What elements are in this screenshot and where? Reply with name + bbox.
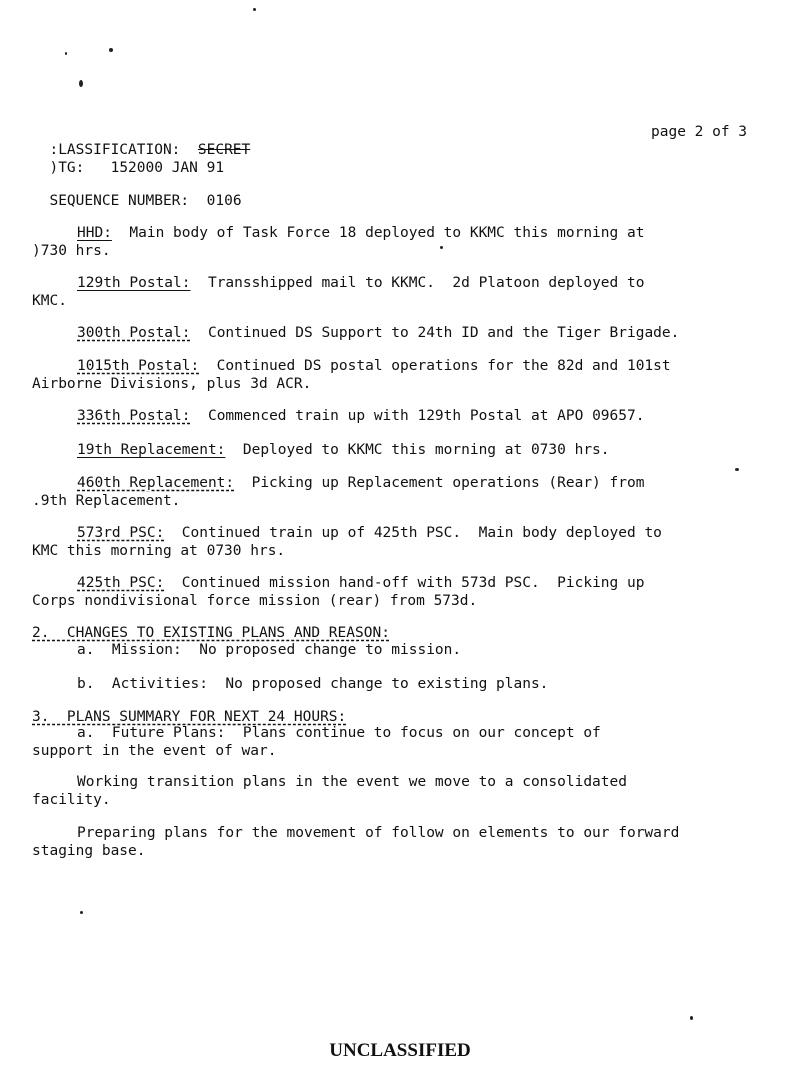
unit-label: 300th Postal: <box>77 325 191 341</box>
page-number: page 2 of 3 <box>651 124 748 140</box>
para-460th-cont: .9th Replacement. <box>32 493 181 509</box>
para-129th-cont: KMC. <box>32 293 67 309</box>
para-hhd: HHD: Main body of Task Force 18 deployed to KKMC this morning at <box>77 225 645 241</box>
scan-speck <box>735 468 739 471</box>
unit-label: 129th Postal: <box>77 275 191 291</box>
section-3-para-3: Preparing plans for the movement of follow on elements to our forward <box>77 825 680 841</box>
section-2-heading: 2. CHANGES TO EXISTING PLANS AND REASON: <box>32 625 390 641</box>
unit-label: 425th PSC: <box>77 575 165 591</box>
unit-label: 1015th Postal: <box>77 358 200 374</box>
para-573rd-cont: KMC this morning at 0730 hrs. <box>32 543 286 559</box>
para-336th: 336th Postal: Commenced train up with 129th Postal at APO 09657. <box>77 408 645 424</box>
classification-footer: UNCLASSIFIED <box>329 1040 471 1061</box>
scan-speck <box>65 52 67 55</box>
section-3-para-3-cont: staging base. <box>32 843 146 859</box>
para-19th: 19th Replacement: Deployed to KKMC this morning at 0730 hrs. <box>77 442 610 458</box>
section-2-item-a: a. Mission: No proposed change to mission. <box>77 642 462 658</box>
para-1015th-cont: Airborne Divisions, plus 3d ACR. <box>32 376 312 392</box>
section-3-item-a-cont: support in the event of war. <box>32 743 277 759</box>
para-1015th: 1015th Postal: Continued DS postal operations for the 82d and 101st <box>77 358 671 374</box>
dtg-line <box>32 141 224 177</box>
para-129th: 129th Postal: Transshipped mail to KKMC. 2d Platoon deployed to <box>77 275 645 291</box>
para-hhd-cont: )730 hrs. <box>32 243 111 259</box>
scan-speck <box>440 246 443 249</box>
sequence-value: 0106 <box>206 193 242 209</box>
dtg-label: )TG: <box>49 160 85 176</box>
unit-label: 573rd PSC: <box>77 525 165 541</box>
dtg-value: 152000 JAN 91 <box>110 160 225 176</box>
scan-speck <box>690 1016 693 1020</box>
scan-speck <box>109 48 113 52</box>
classification-label: :LASSIFICATION: <box>49 142 181 158</box>
scan-speck <box>253 8 256 11</box>
section-3-para-2: Working transition plans in the event we move to a consolidated <box>77 774 627 790</box>
scan-speck <box>79 80 83 87</box>
unit-label: 19th Replacement: <box>77 442 226 458</box>
para-300th: 300th Postal: Continued DS Support to 24th ID and the Tiger Brigade. <box>77 325 680 341</box>
sequence-line <box>32 174 242 210</box>
para-425th-cont: Corps nondivisional force mission (rear) from 573d. <box>32 593 478 609</box>
unit-label: 460th Replacement: <box>77 475 235 491</box>
section-3-para-2-cont: facility. <box>32 792 111 808</box>
para-425th: 425th PSC: Continued mission hand-off with 573d PSC. Picking up <box>77 575 645 591</box>
scan-speck <box>80 911 83 914</box>
sequence-label: SEQUENCE NUMBER: <box>49 193 190 209</box>
unit-label: HHD: <box>77 225 112 241</box>
section-3-heading: 3. PLANS SUMMARY FOR NEXT 24 HOURS: <box>32 709 347 725</box>
classification-value: SECRET <box>197 142 251 158</box>
section-3-item-a: a. Future Plans: Plans continue to focus on our concept of <box>77 725 601 741</box>
unit-label: 336th Postal: <box>77 408 191 424</box>
para-573rd: 573rd PSC: Continued train up of 425th PSC. Main body deployed to <box>77 525 662 541</box>
section-2-item-b: b. Activities: No proposed change to existing plans. <box>77 676 549 692</box>
para-460th: 460th Replacement: Picking up Replacement operations (Rear) from <box>77 475 645 491</box>
